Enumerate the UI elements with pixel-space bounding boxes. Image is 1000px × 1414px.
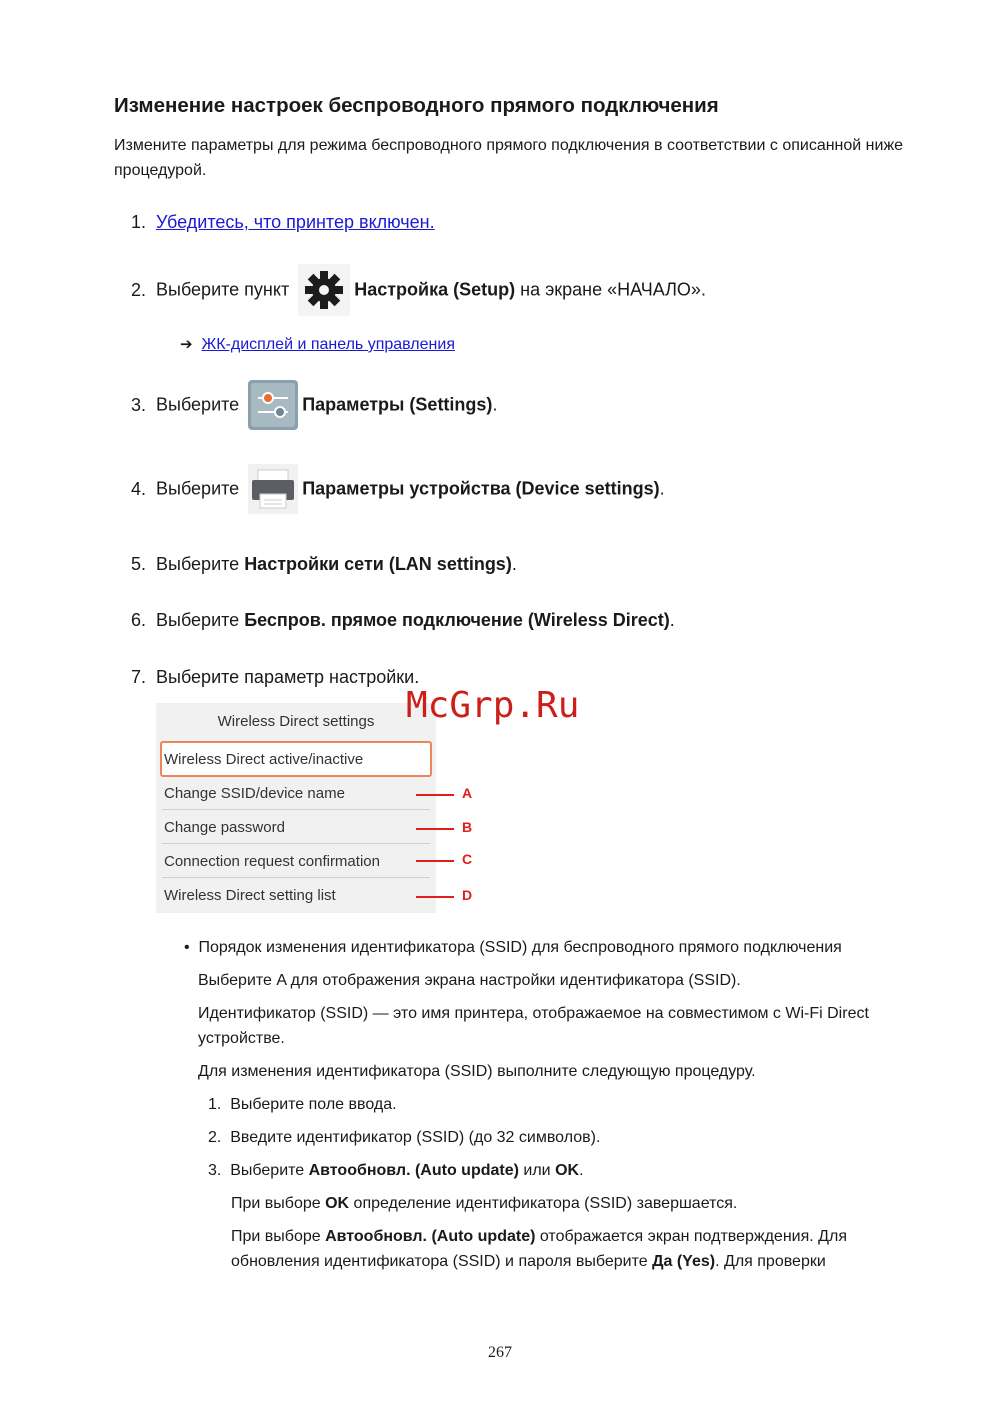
step-text: Выберите (156, 554, 245, 574)
step-text: Выберите (156, 610, 245, 630)
step-7 (122, 667, 419, 688)
yes-label: Да (Yes) (652, 1253, 716, 1270)
step-text-post: . (492, 394, 498, 415)
step-number: 5. (130, 554, 146, 574)
lan-settings-label: Настройки сети (LAN settings) (244, 554, 512, 574)
step-text-post: . (669, 610, 675, 630)
bullet-paragraph-3: Для изменения идентификатора (SSID) выполните следующую процедуру. (198, 1063, 756, 1080)
substep-text: Выберите (230, 1162, 309, 1179)
step-text: Выберите (156, 478, 240, 499)
menu-item-connection-request[interactable]: Connection request confirmation (164, 853, 380, 870)
step-6 (122, 610, 675, 631)
setup-label: Настройка (Setup) (354, 279, 516, 300)
step-4 (122, 464, 665, 514)
callout-line-d (416, 896, 454, 898)
step-number: 2. (130, 279, 146, 300)
step-text-post: на экране «НАЧАЛО». (515, 279, 706, 300)
arrow-right-icon: ➔ (180, 336, 193, 353)
bullet-icon: • (184, 939, 190, 956)
explanation-text-post: . Для проверки (715, 1253, 826, 1270)
auto-update-explanation (231, 1224, 871, 1274)
step-number: 7. (130, 667, 146, 687)
explanation-text: При выборе (231, 1195, 326, 1212)
ok-label: OK (325, 1195, 350, 1212)
substep-number: 2. (208, 1129, 222, 1146)
page-number: 267 (488, 1344, 512, 1361)
callout-line-b (416, 828, 454, 830)
watermark: McGrp.Ru (406, 685, 580, 726)
intro-paragraph: Измените параметры для режима беспроводного прямого подключения в соответствии с описанной ниже процедурой. (114, 137, 904, 179)
callout-label-b: B (462, 819, 473, 835)
step-3 (122, 380, 497, 430)
bullet-heading (184, 935, 842, 960)
page-title: Изменение настроек беспроводного прямого подключения (114, 94, 719, 117)
substep-text-post: . (579, 1162, 584, 1179)
menu-item-active-inactive[interactable]: Wireless Direct active/inactive (164, 751, 364, 768)
gear-icon (298, 264, 350, 316)
ok-explanation (231, 1191, 737, 1216)
callout-label-a: A (462, 785, 473, 801)
device-settings-label: Параметры устройства (Device settings) (302, 478, 660, 499)
substep-1 (208, 1092, 397, 1117)
wireless-direct-settings-screen (156, 703, 436, 913)
explanation-text-mid: отображается экран подтверждения. Для обновления идентификатора (SSID) и пароля выберите (231, 1228, 847, 1270)
callout-label-d: D (462, 887, 473, 903)
bullet-paragraph-2: Идентификатор (SSID) — это имя принтера, отображаемое на совместимом с Wi-Fi Direct устройстве. (198, 1005, 869, 1047)
explanation-text-post: определение идентификатора (SSID) завершается. (349, 1195, 738, 1212)
divider (162, 877, 430, 878)
screen-title: Wireless Direct settings (217, 713, 375, 730)
step-text: Выберите (156, 394, 240, 415)
step-1 (122, 212, 435, 233)
divider (162, 843, 430, 844)
printer-on-link[interactable]: Убедитесь, что принтер включен. (156, 212, 435, 232)
step-number: 1. (130, 212, 146, 232)
printer-icon (248, 464, 298, 514)
lcd-panel-link[interactable]: ЖК-дисплей и панель управления (201, 336, 455, 353)
menu-item-setting-list[interactable]: Wireless Direct setting list (164, 887, 336, 904)
step-2 (122, 264, 706, 316)
step-number: 4. (130, 478, 146, 499)
step-text-post: . (511, 554, 517, 574)
wireless-direct-label: Беспров. прямое подключение (Wireless Direct) (244, 610, 670, 630)
bullet-heading-text: Порядок изменения идентификатора (SSID) для беспроводного прямого подключения (198, 939, 842, 956)
divider (162, 809, 430, 810)
auto-update-label: Автообновл. (Auto update) (325, 1228, 536, 1245)
step-text-post: . (659, 478, 665, 499)
callout-label-c: C (462, 851, 473, 867)
settings-label: Параметры (Settings) (302, 394, 493, 415)
substep-2 (208, 1125, 600, 1150)
ok-label: OK (555, 1162, 580, 1179)
bullet-paragraph-1: Выберите A для отображения экрана настройки идентификатора (SSID). (198, 972, 741, 989)
lcd-panel-reference (180, 335, 455, 354)
step-5 (122, 554, 517, 575)
substep-text: Введите идентификатор (SSID) (до 32 символов). (230, 1129, 601, 1146)
menu-item-change-ssid[interactable]: Change SSID/device name (164, 785, 345, 802)
step-number: 6. (130, 610, 146, 630)
step-text: Выберите пункт (156, 279, 290, 300)
menu-item-change-password[interactable]: Change password (164, 819, 285, 836)
substep-3 (208, 1158, 584, 1183)
callout-line-c (416, 860, 454, 862)
step-number: 3. (130, 394, 146, 415)
substep-text: Выберите поле ввода. (230, 1096, 397, 1113)
auto-update-label: Автообновл. (Auto update) (308, 1162, 519, 1179)
substep-text-mid: или (518, 1162, 556, 1179)
substep-number: 1. (208, 1096, 222, 1113)
explanation-text: При выборе (231, 1228, 326, 1245)
settings-sliders-icon (248, 380, 298, 430)
callout-line-a (416, 794, 454, 796)
substep-number: 3. (208, 1162, 222, 1179)
step-text: Выберите параметр настройки. (156, 667, 420, 687)
